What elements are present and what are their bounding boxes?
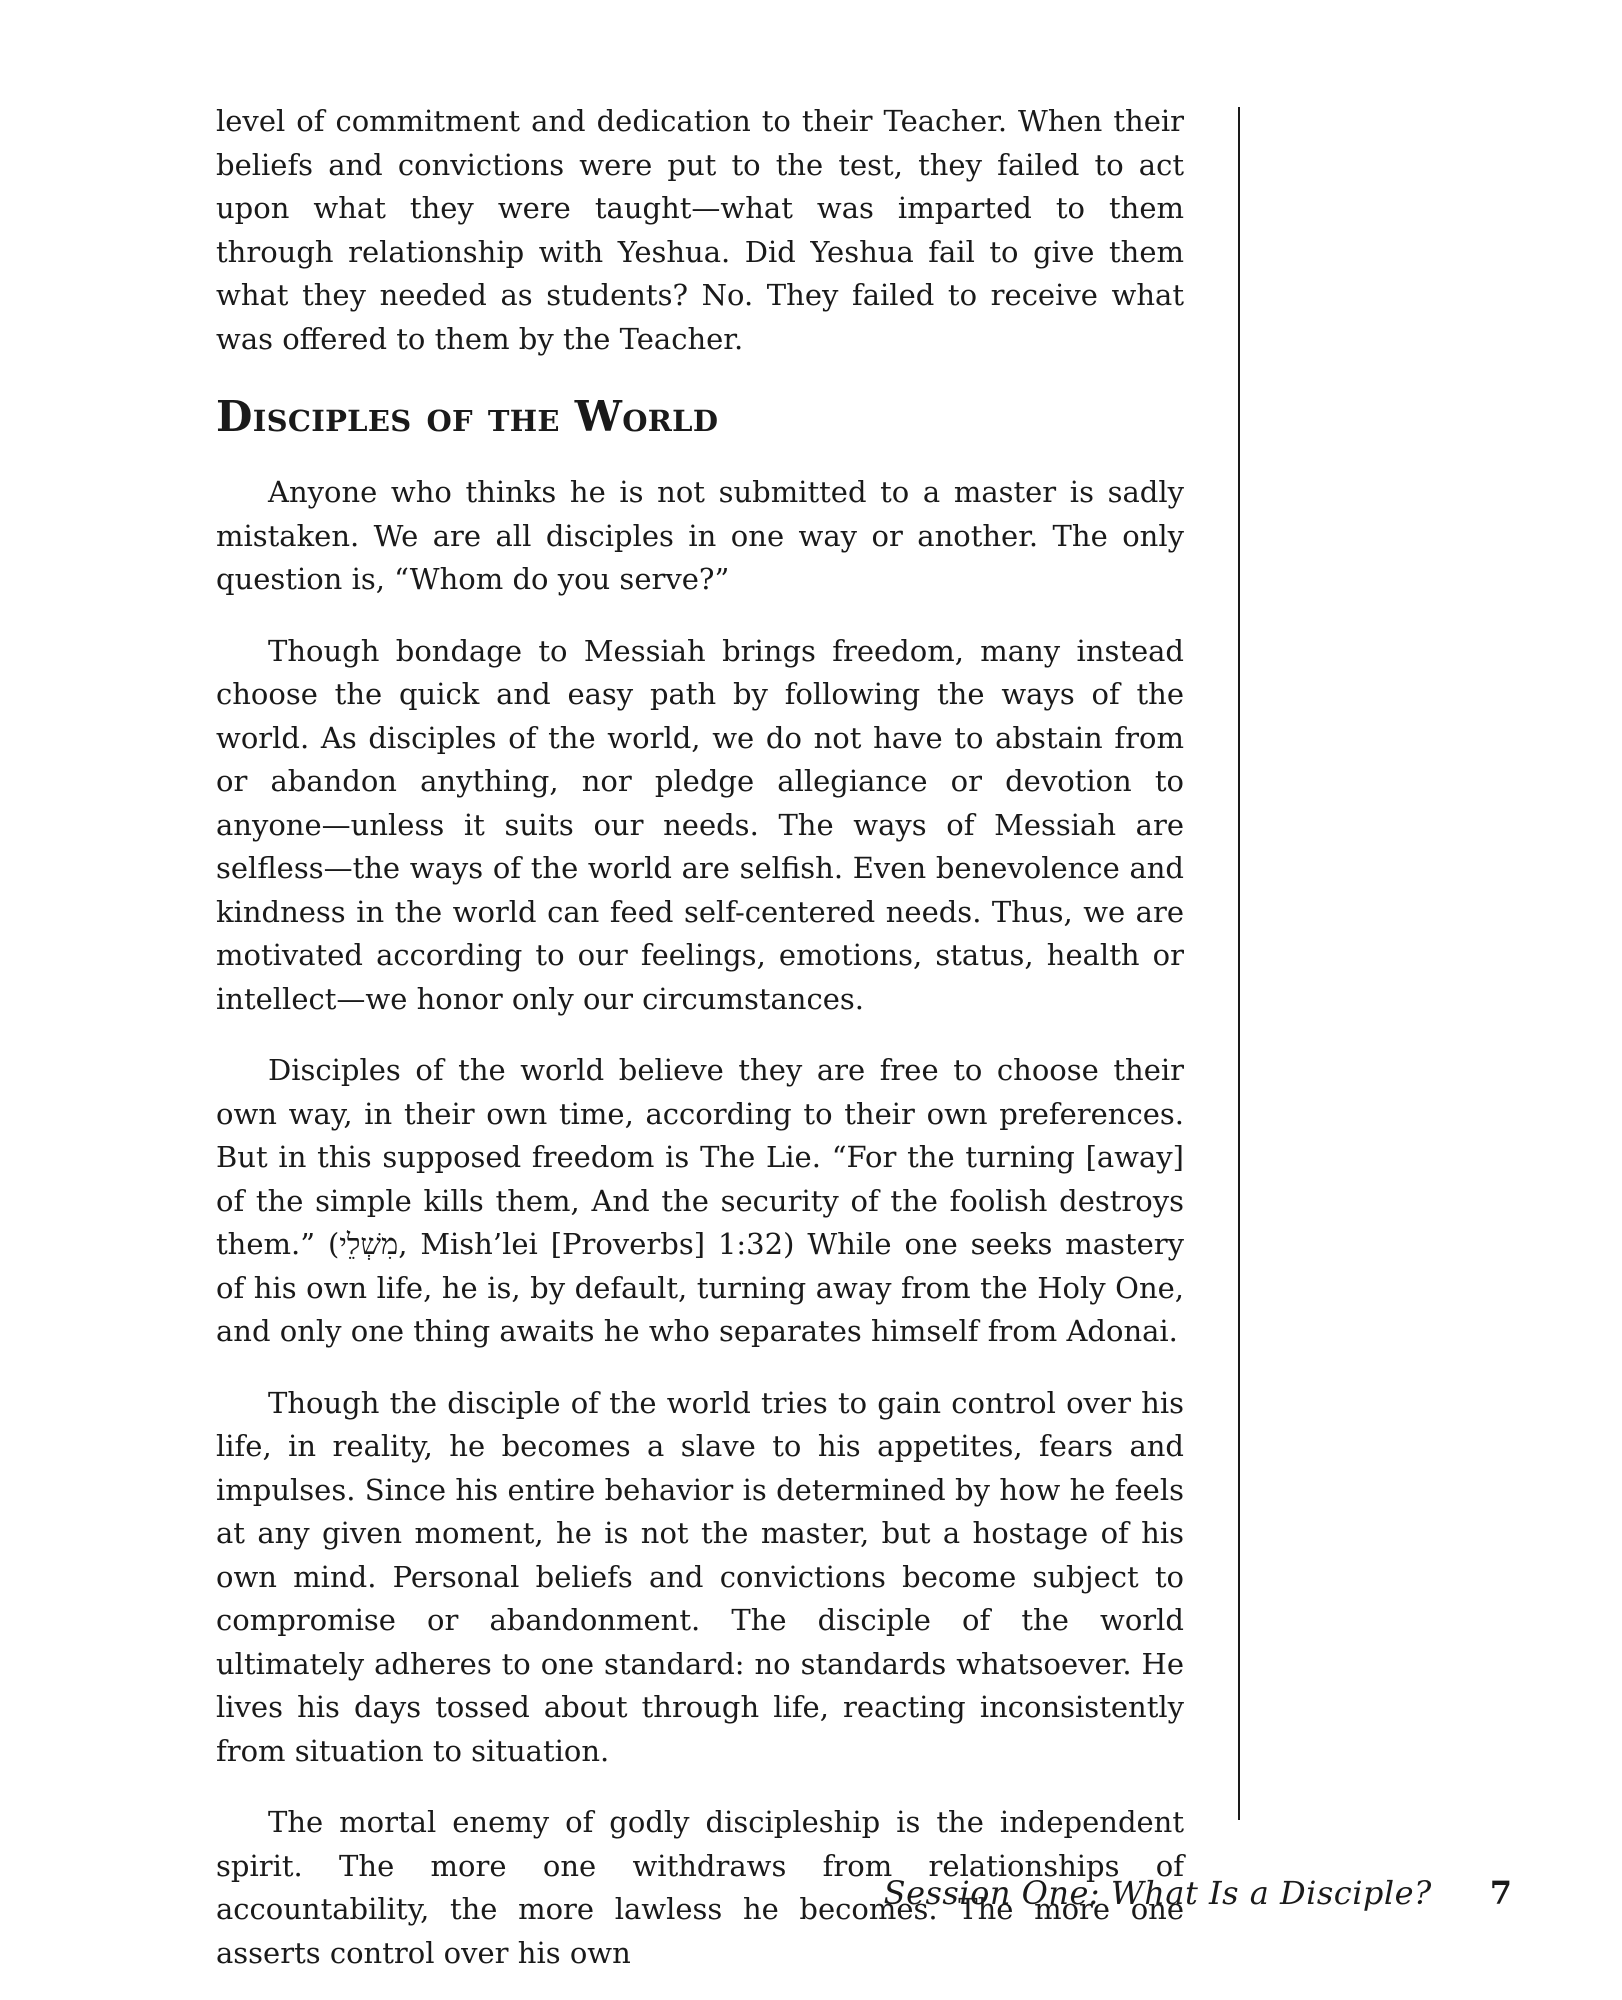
paragraph: The mortal enemy of godly discipleship is the independent spirit. The more one withdraws from relationships of accountability, the more lawless he becomes. The more one asserts control over his own — [216, 1805, 1184, 1970]
margin-rule — [1238, 107, 1240, 1820]
paragraph: Though bondage to Messiah brings freedom, many instead choose the quick and easy path by following the ways of the world. As disciples of the world, we do not have to abstain from or abandon anything, nor pledge allegiance or devotion to anyone—unless it suits our needs. The ways of Messiah are selfless—the ways of the world are selfish. Even benevolence and kindness in the world can feed self-centered needs. Thus, we are motivated according to our feelings, emotions, status, health or intellect—we honor only our circumstances. — [216, 633, 1184, 1016]
section-heading: Disciples of the World — [216, 392, 719, 441]
paragraph: Disciples of the world believe they are free to choose their own way, in their own time, according to their own preferences. But in this supposed freedom is The Lie. “For the turning [away] of the simple kills them, And the security of the foolish destroys them.” (מִשְׁלֵי, Mish’lei [Proverbs] 1:32) While one seeks mastery of his own life, he is, by default, turning away from the Holy One, and only one thing awaits he who separates himself from Adonai. — [216, 1053, 1184, 1348]
paragraph: Though the disciple of the world tries to gain control over his life, in reality, he becomes a slave to his appetites, fears and impulses. Since his entire behavior is determined by how he feels at any given moment, he is not the master, but a hostage of his own mind. Personal beliefs and convictions become subject to compromise or abandonment. The disciple of the world ultimately adheres to one standard: no standards whatsoever. He lives his days tossed about through life, reacting inconsistently from situation to situation. — [216, 1385, 1184, 1768]
paragraph: Anyone who thinks he is not submitted to a master is sadly mistaken. We are all disciples in one way or another. The only question is, “Whom do you serve?” — [216, 475, 1184, 596]
paragraph-continued: level of commitment and dedication to their Teacher. When their beliefs and convictions were put to the test, they failed to act upon what they were taught—what was imparted to them through relationship with Yeshua. Did Yeshua fail to give them what they needed as students? No. They failed to receive what was offered to them by the Teacher. — [216, 104, 1184, 356]
running-title: Session One: What Is a Disciple? — [883, 1874, 1432, 1912]
page-body — [216, 100, 1184, 1975]
page-footer — [884, 1874, 1512, 1912]
page-number: 7 — [1489, 1874, 1512, 1912]
